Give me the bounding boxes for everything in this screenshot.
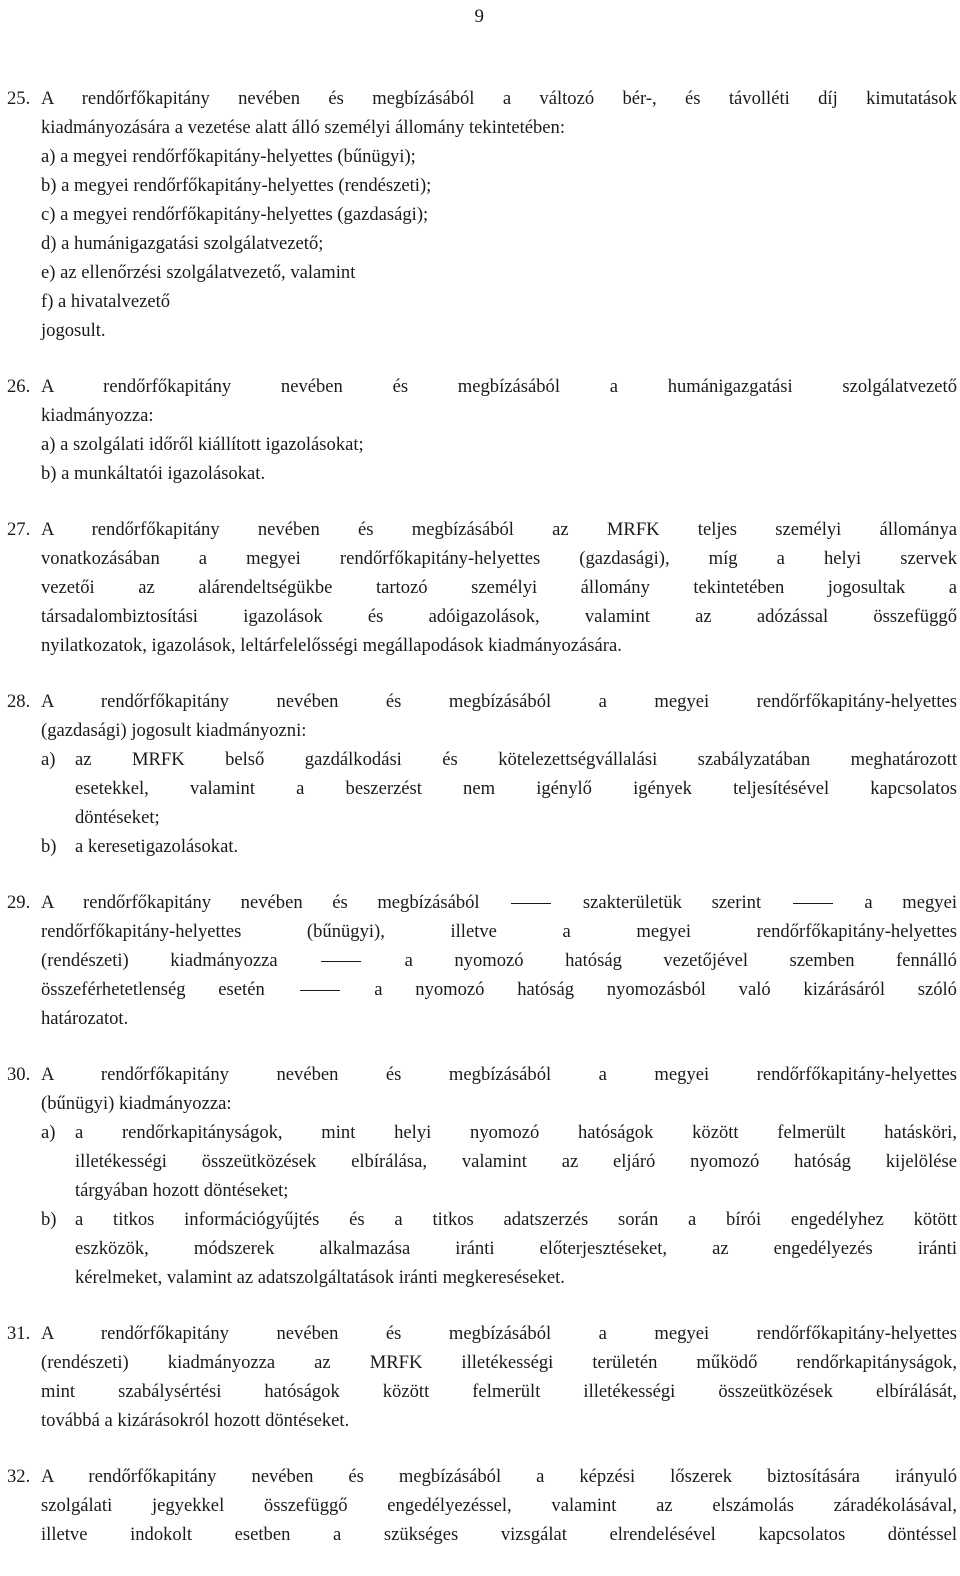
section-number: 30. bbox=[7, 1064, 31, 1085]
list-item: b) a megyei rendőrfőkapitány-helyettes (rendészeti); bbox=[41, 175, 432, 196]
text-line: mint szabálysértési hatóságok között felmerült illetékességi összeütközések elbírálását, bbox=[41, 1381, 957, 1402]
section-28 bbox=[7, 687, 957, 861]
section-26 bbox=[7, 372, 957, 488]
text-line: vonatkozásában a megyei rendőrfőkapitány-helyettes (gazdasági), míg a helyi szervek bbox=[41, 548, 957, 569]
text-line: (gazdasági) jogosult kiadmányozni: bbox=[41, 720, 307, 741]
text-run: a nyomozó hatóság nyomozásból való kizárásáról szóló bbox=[374, 979, 957, 1000]
text-line: illetékességi összeütközések elbírálása, valamint az eljáró nyomozó hatóság kijelölése bbox=[75, 1151, 957, 1172]
text-line: a rendőrkapitányságok, mint helyi nyomozó hatóságok között felmerült hatásköri, bbox=[75, 1122, 957, 1143]
text-line: A rendőrfőkapitány nevében és megbízásából a humánigazgatási szolgálatvezető bbox=[41, 376, 957, 397]
section-25 bbox=[7, 84, 957, 345]
section-32 bbox=[7, 1462, 957, 1549]
section-number: 31. bbox=[7, 1323, 31, 1344]
section-number: 27. bbox=[7, 519, 31, 540]
list-label: b) bbox=[41, 1209, 57, 1230]
text-line: a titkos információgyűjtés és a titkos adatszerzés során a bírói engedélyhez kötött bbox=[75, 1209, 957, 1230]
list-label: b) bbox=[41, 836, 57, 857]
text-line: vezetői az alárendeltségükbe tartozó személyi állomány tekintetében jogosultak a bbox=[41, 577, 957, 598]
section-number: 28. bbox=[7, 691, 31, 712]
text-line: kiadmányozza: bbox=[41, 405, 154, 426]
text-line: A rendőrfőkapitány nevében és megbízásából a megyei rendőrfőkapitány-helyettes bbox=[41, 1323, 957, 1344]
list-item bbox=[41, 745, 957, 832]
em-dash bbox=[793, 903, 833, 904]
text-line: társadalombiztosítási igazolások és adóigazolások, valamint az adózással összefüggő bbox=[41, 606, 957, 627]
text-line: (rendészeti) kiadmányozza az MRFK illetékességi területén működő rendőrkapitányságok, bbox=[41, 1352, 957, 1373]
em-dash bbox=[300, 990, 340, 991]
text-run: összeférhetetlenség esetén bbox=[41, 979, 265, 1000]
list-item: a) a megyei rendőrfőkapitány-helyettes (bűnügyi); bbox=[41, 146, 416, 167]
em-dash bbox=[321, 961, 361, 962]
text-run: A rendőrfőkapitány nevében és megbízásából bbox=[41, 892, 480, 913]
list-item bbox=[41, 1205, 957, 1292]
text-run: (rendészeti) kiadmányozza bbox=[41, 950, 278, 971]
document-body bbox=[7, 84, 957, 1576]
text-line: a keresetigazolásokat. bbox=[75, 836, 239, 857]
list-item: d) a humánigazgatási szolgálatvezető; bbox=[41, 233, 324, 254]
text-line: A rendőrfőkapitány nevében és megbízásából a megyei rendőrfőkapitány-helyettes bbox=[41, 1064, 957, 1085]
text-line: határozatot. bbox=[41, 1008, 129, 1029]
section-30 bbox=[7, 1060, 957, 1292]
text-line: döntéseket; bbox=[75, 807, 160, 828]
text-line: A rendőrfőkapitány nevében és megbízásából az MRFK teljes személyi állománya bbox=[41, 519, 957, 540]
page-number: 9 bbox=[474, 6, 484, 27]
section-number: 32. bbox=[7, 1466, 31, 1487]
text-run: a nyomozó hatóság vezetőjével szemben fennálló bbox=[404, 950, 957, 971]
section-31 bbox=[7, 1319, 957, 1435]
section-number: 26. bbox=[7, 376, 31, 397]
list-item bbox=[41, 1118, 957, 1205]
text-line: A rendőrfőkapitány nevében és megbízásából a változó bér-, és távolléti díj kimutatások bbox=[41, 88, 957, 109]
list-item bbox=[41, 832, 957, 861]
text-line: (bűnügyi) kiadmányozza: bbox=[41, 1093, 232, 1114]
section-number: 25. bbox=[7, 88, 31, 109]
text-line: szolgálati jegyekkel összefüggő engedélyezéssel, valamint az elszámolás záradékolásával, bbox=[41, 1495, 957, 1516]
text-line: eszközök, módszerek alkalmazása iránti előterjesztéseket, az engedélyezés iránti bbox=[75, 1238, 957, 1259]
text-line: jogosult. bbox=[41, 320, 106, 341]
text-line: kiadmányozására a vezetése alatt álló személyi állomány tekintetében: bbox=[41, 117, 566, 138]
list-label: a) bbox=[41, 1122, 56, 1143]
section-29 bbox=[7, 888, 957, 1033]
text-line bbox=[41, 946, 957, 975]
list-item: e) az ellenőrzési szolgálatvezető, valamint bbox=[41, 262, 356, 283]
text-line: A rendőrfőkapitány nevében és megbízásából a megyei rendőrfőkapitány-helyettes bbox=[41, 691, 957, 712]
section-27 bbox=[7, 515, 957, 660]
text-line: az MRFK belső gazdálkodási és kötelezettségvállalási szabályzatában meghatározott bbox=[75, 749, 957, 770]
text-line bbox=[41, 975, 957, 1004]
text-line: kérelmeket, valamint az adatszolgáltatások iránti megkereséseket. bbox=[75, 1267, 565, 1288]
text-line: rendőrfőkapitány-helyettes (bűnügyi), illetve a megyei rendőrfőkapitány-helyettes bbox=[41, 921, 957, 942]
text-run: szakterületük szerint bbox=[582, 892, 762, 913]
text-run: a megyei bbox=[864, 892, 957, 913]
list-item: f) a hivatalvezető bbox=[41, 291, 171, 312]
text-line: A rendőrfőkapitány nevében és megbízásából a képzési lőszerek biztosítására irányuló bbox=[41, 1466, 957, 1487]
text-line: illetve indokolt esetben a szükséges vizsgálat elrendelésével kapcsolatos döntéssel bbox=[41, 1524, 957, 1545]
text-line: tárgyában hozott döntéseket; bbox=[75, 1180, 289, 1201]
em-dash bbox=[511, 903, 551, 904]
text-line: nyilatkozatok, igazolások, leltárfelelősségi megállapodások kiadmányozására. bbox=[41, 635, 622, 656]
list-label: a) bbox=[41, 749, 56, 770]
text-line: esetekkel, valamint a beszerzést nem igénylő igények teljesítésével kapcsolatos bbox=[75, 778, 957, 799]
text-line bbox=[41, 888, 957, 917]
list-item: c) a megyei rendőrfőkapitány-helyettes (gazdasági); bbox=[41, 204, 429, 225]
text-line: továbbá a kizárásokról hozott döntéseket. bbox=[41, 1410, 350, 1431]
list-item: b) a munkáltatói igazolásokat. bbox=[41, 463, 266, 484]
section-number: 29. bbox=[7, 892, 31, 913]
list-item: a) a szolgálati időről kiállított igazolásokat; bbox=[41, 434, 364, 455]
